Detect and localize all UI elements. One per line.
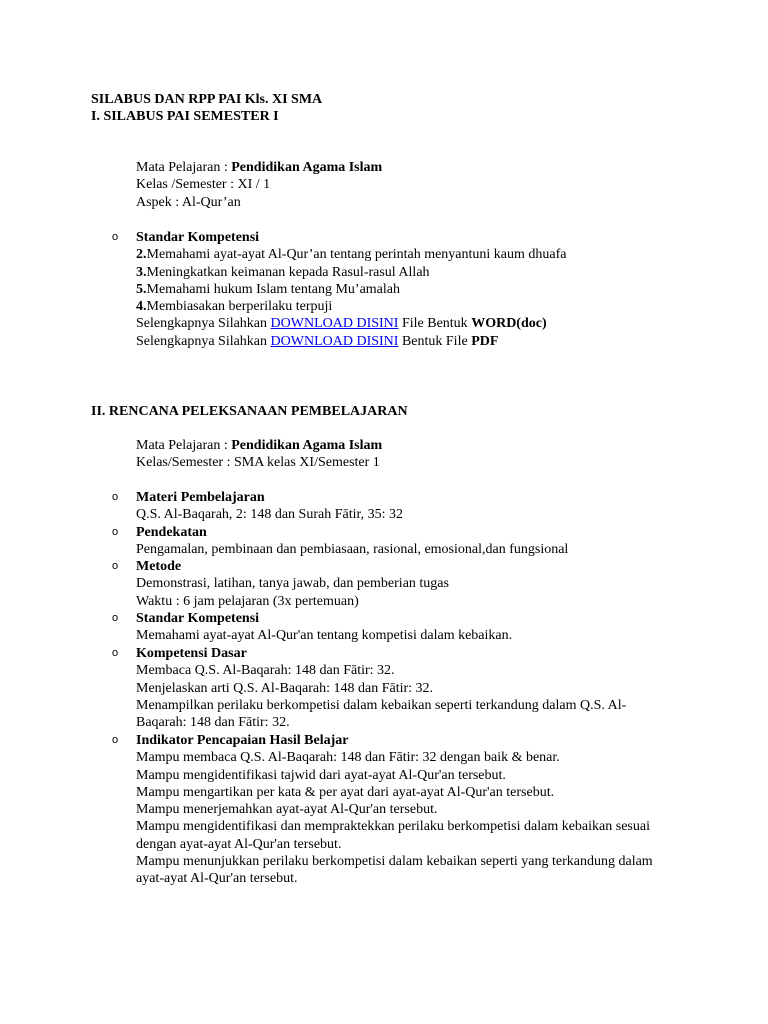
sk-item: 3.Meningkatkan keimanan kepada Rasul-rasul Allah: [136, 264, 430, 280]
waktu-text: Waktu : 6 jam pelajaran (3x pertemuan): [136, 593, 359, 609]
mapel-line: [136, 159, 696, 176]
aspek-line: Aspek : Al-Qur’an: [136, 194, 241, 210]
sk-item: 2.Memahami ayat-ayat Al-Qur’an tentang perintah menyantuni kaum dhuafa: [136, 247, 567, 263]
indikator-item: Mampu menunjukkan perilaku berkompetisi dalam kebaikan seperti yang terkandung dalam ayat-ayat Al-Qur'an tersebut.: [136, 854, 653, 887]
download-word-link[interactable]: DOWNLOAD DISINI: [270, 316, 399, 332]
kd-item: Menampilkan perilaku berkompetisi dalam kebaikan seperti terkandung dalam Q.S. Al-Baqarah: 148 dan Fātir: 32.: [136, 697, 627, 731]
silabus-info: [136, 159, 696, 211]
pendekatan-heading: Pendekatan: [136, 525, 207, 540]
mapel-value: Pendidikan Agama Islam: [231, 160, 383, 175]
indikator-heading: Indikator Pencapaian Hasil Belajar: [136, 733, 349, 748]
bullet-icon: o: [112, 612, 119, 624]
bullet-icon: o: [112, 526, 119, 538]
metode-heading: Metode: [136, 559, 182, 574]
section-title-silabus: I. SILABUS PAI SEMESTER I: [91, 109, 279, 124]
kd-item: Menjelaskan arti Q.S. Al-Baqarah: 148 dan Fātir: 32.: [136, 680, 434, 696]
download-pdf-line: Selengkapnya Silahkan DOWNLOAD DISINI Bentuk File PDF: [136, 333, 499, 349]
mapel-label: Mata Pelajaran :: [136, 160, 232, 175]
download-pdf-link[interactable]: DOWNLOAD DISINI: [270, 333, 399, 349]
kelas-line: Kelas /Semester : XI / 1: [136, 177, 271, 193]
rpp-mapel-line: Mata Pelajaran : Pendidikan Agama Islam: [136, 438, 383, 453]
bullet-icon: o: [112, 560, 119, 572]
section-title-rpp: II. RENCANA PELEKSANAAN PEMBELAJARAN: [91, 404, 408, 419]
indikator-item: Mampu mengartikan per kata & per ayat dari ayat-ayat Al-Qur'an tersebut.: [136, 784, 555, 800]
document-title: SILABUS DAN RPP PAI Kls. XI SMA: [91, 92, 323, 107]
rpp-sk-heading: Standar Kompetensi: [136, 611, 260, 626]
sk-item: 4.Membiasakan berperilaku terpuji: [136, 299, 333, 315]
materi-text: Q.S. Al-Baqarah, 2: 148 dan Surah Fātir, 35: 32: [136, 507, 403, 523]
indikator-item: Mampu mengidentifikasi dan mempraktekkan perilaku berkompetisi dalam kebaikan sesuai dengan ayat-ayat Al-Qur'an tersebut.: [136, 819, 650, 852]
indikator-item: Mampu mengidentifikasi tajwid dari ayat-ayat Al-Qur'an tersebut.: [136, 767, 506, 783]
metode-text: Demonstrasi, latihan, tanya jawab, dan pemberian tugas: [136, 576, 449, 592]
download-word-line: Selengkapnya Silahkan DOWNLOAD DISINI File Bentuk WORD(doc): [136, 316, 547, 332]
bullet-icon: o: [112, 491, 119, 503]
kd-item: Membaca Q.S. Al-Baqarah: 148 dan Fātir: 32.: [136, 663, 395, 679]
bullet-icon: o: [112, 647, 119, 659]
materi-heading: Materi Pembelajaran: [136, 490, 265, 505]
rpp-kelas-line: Kelas/Semester : SMA kelas XI/Semester 1: [136, 455, 380, 471]
rpp-info: [136, 437, 696, 472]
sk-list: [136, 229, 696, 350]
bullet-icon: o: [112, 231, 119, 243]
indikator-item: Mampu menerjemahkan ayat-ayat Al-Qur'an tersebut.: [136, 802, 438, 818]
indikator-item: Mampu membaca Q.S. Al-Baqarah: 148 dan Fātir: 32 dengan baik & benar.: [136, 750, 560, 766]
kd-heading: Kompetensi Dasar: [136, 646, 247, 661]
rpp-sk-text: Memahami ayat-ayat Al-Qur'an tentang kompetisi dalam kebaikan.: [136, 628, 513, 644]
sk-item: 5.Memahami hukum Islam tentang Mu’amalah: [136, 281, 400, 297]
sk-heading: Standar Kompetensi: [136, 230, 260, 245]
pendekatan-text: Pengamalan, pembinaan dan pembiasaan, rasional, emosional,dan fungsional: [136, 542, 569, 558]
bullet-icon: o: [112, 734, 119, 746]
